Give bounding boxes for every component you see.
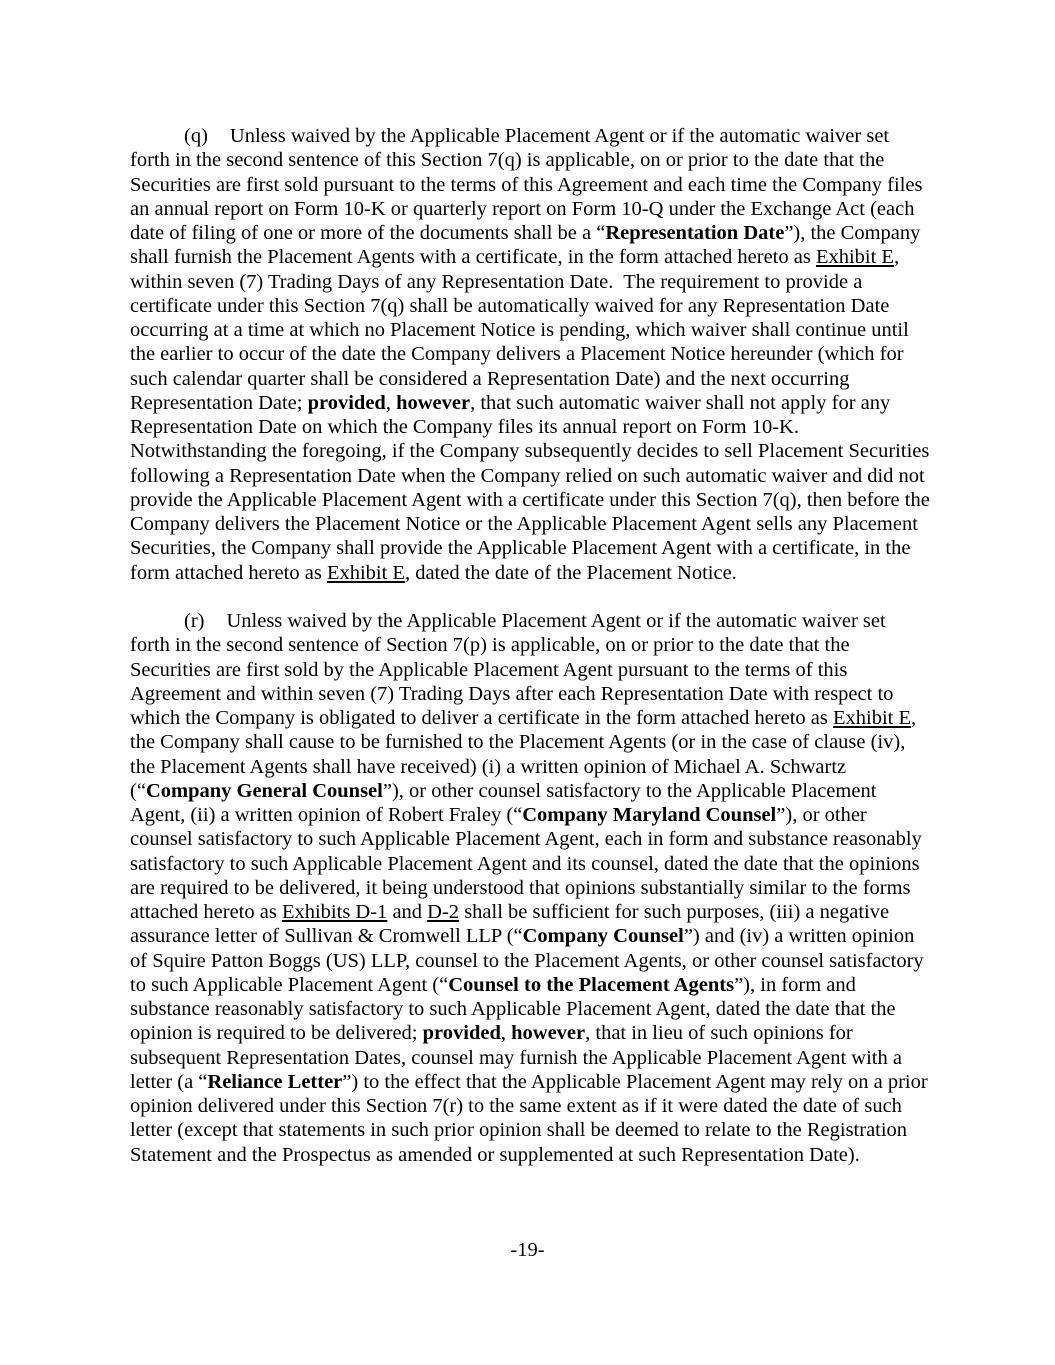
text-run: D-2: [427, 901, 460, 923]
text-run: ”), or other counsel satisfactory to such Applicable Placement Agent, each in form and substance reasonably satisfactory to such Applicable Placement Agent and its counsel, dated the date that the opinions are required to be delivered, it being understood that opinions substantially similar to the forms attached hereto as: [130, 804, 927, 923]
text-run: however: [511, 1022, 586, 1045]
text-run: Company General Counsel: [145, 779, 383, 802]
paragraph-r: [130, 609, 933, 1167]
text-run: however: [396, 391, 471, 414]
text-run: , that such automatic waiver shall not apply for any Representation Date on which the Company files its annual report on Form 10-K. Notwithstanding the foregoing, if the Company subsequently decides to sell Placement Securities following a Representation Date when the Company relied on such automatic waiver and did not provide the Applicable Placement Agent with a certificate under this Section 7(q), then before the Company delivers the Placement Notice or the Applicable Placement Agent sells any Placement Securities, the Company shall provide the Applicable Placement Agent with a certificate, in the form attached hereto as: [130, 391, 935, 584]
text-run: (q): [184, 125, 208, 147]
text-run: ,: [385, 391, 397, 414]
text-run: provided: [422, 1022, 501, 1045]
text-run: Exhibits D-1: [281, 901, 388, 923]
text-run: Exhibit E: [326, 561, 405, 584]
text-run: ”) to the effect that the Applicable Placement Agent may rely on a prior opinion delivered under this Section 7(r) to the same extent as if it were dated the date of such letter (except that statements in such prior opinion shall be deemed to relate to the Registration Statement and the Prospectus as amended or supplemented at such Representation Date).: [130, 1070, 933, 1166]
text-run: and: [387, 901, 428, 923]
text-run: , within seven (7) Trading Days of any Representation Date. The requirement to provide a certificate under this Section 7(q) shall be automatically waived for any Representation Date occurring at a time at which no Placement Notice is pending, which waiver shall continue until the earlier to occur of the date the Company delivers a Placement Notice hereunder (which for such calendar quarter shall be considered a Representation Date) and the next occurring Representation Date;: [130, 246, 914, 414]
text-run: Company Maryland Counsel: [522, 804, 777, 826]
text-run: Reliance Letter: [207, 1070, 343, 1093]
text-run: , dated the date of the Placement Notice.: [404, 561, 737, 584]
text-run: ”) and (iv) a written opinion of Squire Patton Boggs (US) LLP, counsel to the Placement Agents, or other counsel satisfactory to such Applicable Placement Agent (“: [130, 925, 929, 996]
text-run: , the Company shall cause to be furnished to the Placement Agents (or in the case of clause (iv), the Placement Agents shall have received) (i) a written opinion of Michael A. Schwartz (“: [130, 707, 922, 802]
text-run: ”), the Company shall furnish the Placement Agents with a certificate, in the form attached hereto as: [130, 222, 926, 269]
text-run: Unless waived by the Applicable Placement Agent or if the automatic waiver set forth in the second sentence of Section 7(p) is applicable, on or prior to the date that the Securities are first sold by the Applicable Placement Agent pursuant to the terms of this Agreement and within seven (7) Trading Days after each Representation Date with respect to which the Company is obligated to deliver a certificate in the form attached hereto as: [130, 610, 899, 729]
page-number: -19-: [510, 1239, 545, 1261]
text-run: Counsel to the Placement Agents: [448, 973, 735, 996]
text-run: ”), in form and substance reasonably satisfactory to such Applicable Placement Agent, dated the date that the opinion is required to be delivered;: [130, 973, 901, 1045]
document-body: [130, 124, 935, 1167]
text-run: Company Counsel: [522, 925, 684, 948]
text-run: ,: [500, 1022, 512, 1045]
text-run: provided: [307, 391, 386, 414]
text-run: ”), or other counsel satisfactory to the Applicable Placement Agent, (ii) a written opinion of Robert Fraley (“: [130, 779, 881, 826]
text-run: (r): [184, 610, 205, 632]
text-run: , that in lieu of such opinions for subsequent Representation Dates, counsel may furnish the Applicable Placement Agent with a letter (a “: [130, 1022, 908, 1093]
text-run: Exhibit E: [833, 707, 912, 729]
text-run: Exhibit E: [815, 246, 894, 269]
text-run: Representation Date: [605, 222, 785, 244]
text-run: shall be sufficient for such purposes, (iii) a negative assurance letter of Sullivan & Cromwell LLP (“: [130, 901, 895, 948]
text-run: Unless waived by the Applicable Placement Agent or if the automatic waiver set forth in the second sentence of this Section 7(q) is applicable, on or prior to the date that the Securities are first sold pursuant to the terms of this Agreement and each time the Company files an annual report on Form 10-K or quarterly report on Form 10-Q under the Exchange Act (each date of filing of one or more of the documents shall be a “: [130, 125, 928, 244]
paragraph-q: [130, 124, 935, 585]
